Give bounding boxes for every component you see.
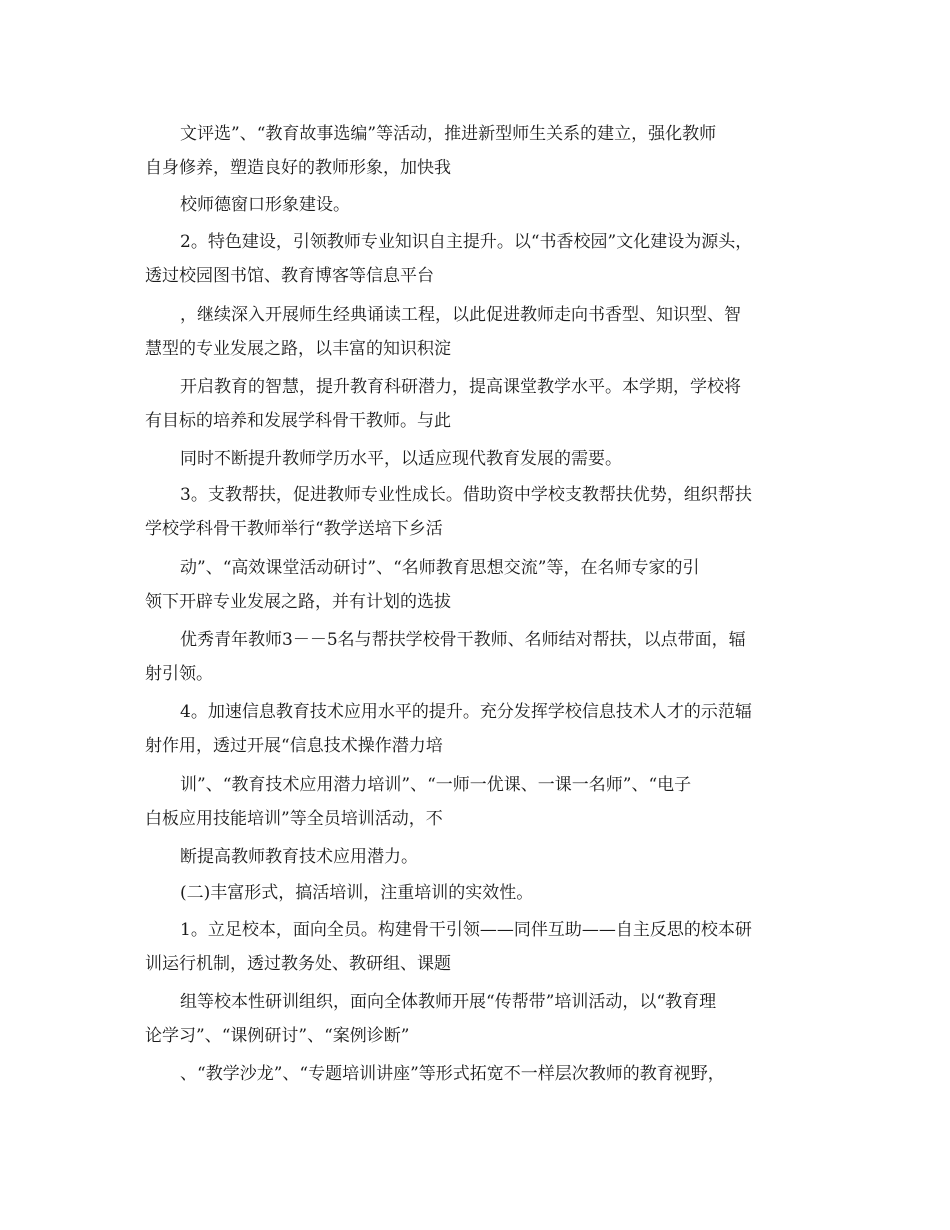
text-line: 论学习”、“课例研讨”、“案例诊断” bbox=[145, 1026, 410, 1046]
text-line: 组等校本性研训组织，面向全体教师开展“传帮带”培训活动，以“教育理 bbox=[180, 992, 717, 1012]
text-line: 透过校园图书馆、教育博客等信息平台 bbox=[145, 266, 434, 286]
text-line: (二)丰富形式，搞活培训，注重培训的实效性。 bbox=[180, 883, 534, 903]
text-line: 4。加速信息教育技术应用水平的提升。充分发挥学校信息技术人才的示范辐 bbox=[180, 702, 752, 722]
text-line: 学校学科骨干教师举行“教学送培下乡活 bbox=[145, 519, 443, 539]
text-line: 白板应用技能培训”等全员培训活动，不 bbox=[145, 809, 443, 829]
text-line: 领下开辟专业发展之路，并有计划的选拔 bbox=[145, 592, 451, 612]
text-line: 开启教育的智慧，提升教育科研潜力，提高课堂教学水平。本学期，学校将 bbox=[180, 377, 741, 397]
text-line: 1。立足校本，面向全员。构建骨干引领——同伴互助——自主反思的校本研 bbox=[180, 920, 752, 940]
text-line: 2。特色建设，引领教师专业知识自主提升。以“书香校园”文化建设为源头， bbox=[180, 232, 753, 252]
text-line: 文评选”、“教育故事选编”等活动，推进新型师生关系的建立，强化教师 bbox=[180, 124, 717, 144]
text-line: 3。支教帮扶，促进教师专业性成长。借助资中学校支教帮扶优势，组织帮扶 bbox=[180, 485, 752, 505]
text-line: 射引领。 bbox=[145, 664, 213, 684]
text-line: 训”、“教育技术应用潜力培训”、“一师一优课、一课一名师”、“电子 bbox=[180, 775, 692, 795]
text-line: ，继续深入开展师生经典诵读工程，以此促进教师走向书香型、知识型、智 bbox=[180, 305, 741, 325]
text-line: 同时不断提升教师学历水平，以适应现代教育发展的需要。 bbox=[180, 449, 622, 469]
text-line: 有目标的培养和发展学科骨干教师。与此 bbox=[145, 411, 451, 431]
text-line: 校师德窗口形象建设。 bbox=[180, 195, 350, 215]
text-line: 训运行机制，透过教务处、教研组、课题 bbox=[145, 954, 451, 974]
text-line: 射作用，透过开展“信息技术操作潜力培 bbox=[145, 736, 443, 756]
text-line: 动”、“高效课堂活动研讨”、“名师教育思想交流”等，在名师专家的引 bbox=[180, 558, 700, 578]
text-line: 、“教学沙龙”、“专题培训讲座”等形式拓宽不一样层次教师的教育视野， bbox=[180, 1064, 725, 1084]
text-line: 断提高教师教育技术应用潜力。 bbox=[180, 847, 418, 867]
text-line: 优秀青年教师3－－5名与帮扶学校骨干教师、名师结对帮扶，以点带面，辐 bbox=[180, 630, 746, 650]
text-line: 自身修养，塑造良好的教师形象，加快我 bbox=[145, 158, 451, 178]
text-line: 慧型的专业发展之路，以丰富的知识积淀 bbox=[145, 339, 451, 359]
